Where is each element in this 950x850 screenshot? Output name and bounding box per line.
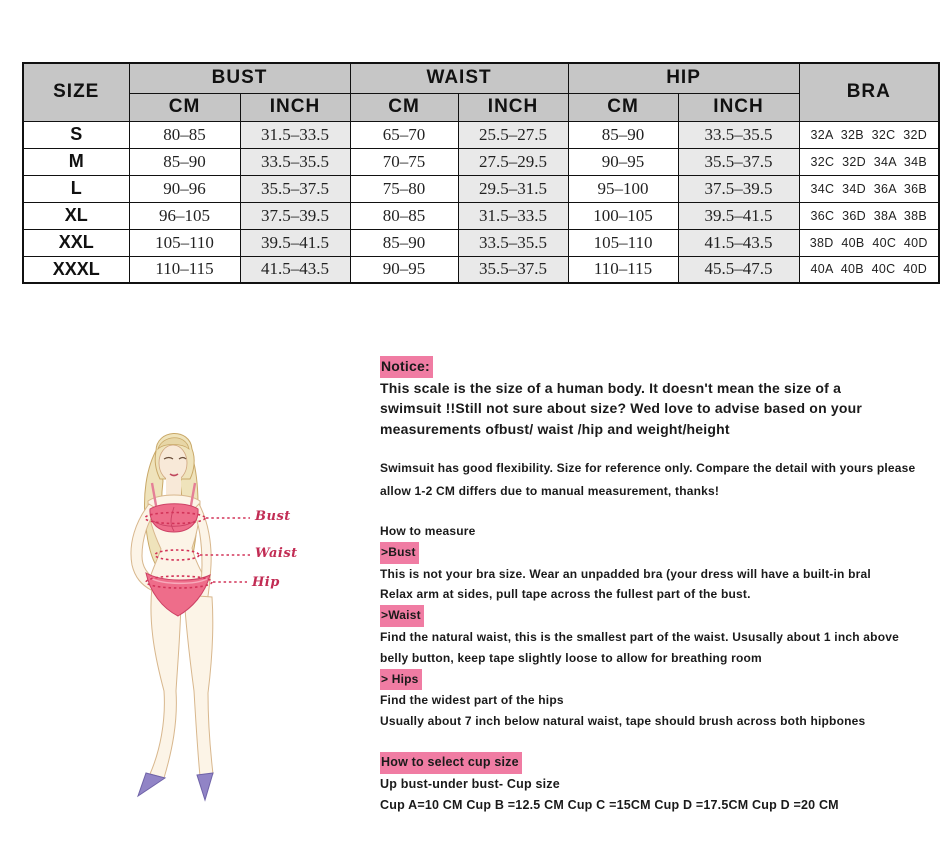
waist-label: Waist <box>255 546 298 561</box>
bra-cell: 32C 32D 34A 34B <box>799 148 939 175</box>
waist-cm-cell: 65–70 <box>350 121 458 148</box>
waist-inch-cell: 33.5–35.5 <box>458 229 568 256</box>
waist-inch-cell: 25.5–27.5 <box>458 121 568 148</box>
size-cell: L <box>23 175 129 202</box>
waist-cm-cell: 70–75 <box>350 148 458 175</box>
waist-cm-cell: 85–90 <box>350 229 458 256</box>
hips-instruction-line: Find the widest part of the hips <box>380 693 564 708</box>
size-cell: M <box>23 148 129 175</box>
bust-cm-cell: 110–115 <box>129 256 240 283</box>
hips-heading: > Hips <box>380 669 422 691</box>
notice-heading: Notice: <box>380 356 433 378</box>
bust-inch-cell: 41.5–43.5 <box>240 256 350 283</box>
size-cell: XL <box>23 202 129 229</box>
hips-heading-line <box>380 669 945 691</box>
header-row-groups <box>23 63 939 93</box>
size-cell: S <box>23 121 129 148</box>
bust-cm-cell: 80–85 <box>129 121 240 148</box>
sizing-notes <box>380 356 945 816</box>
hip-cm-cell: 95–100 <box>568 175 678 202</box>
header-bust-inch: INCH <box>240 93 350 121</box>
bust-inch-cell: 35.5–37.5 <box>240 175 350 202</box>
header-hip: HIP <box>568 63 799 93</box>
woman-sketch-illustration <box>100 425 390 830</box>
hip-cm-cell: 105–110 <box>568 229 678 256</box>
header-waist-cm: CM <box>350 93 458 121</box>
notice-line: measurements ofbust/ waist /hip and weight/height <box>380 420 730 437</box>
table-row <box>23 256 939 283</box>
size-cell: XXL <box>23 229 129 256</box>
bra-cell: 32A 32B 32C 32D <box>799 121 939 148</box>
bust-heading-line <box>380 542 945 564</box>
waist-inch-cell: 29.5–31.5 <box>458 175 568 202</box>
cup-line: Cup A=10 CM Cup B =12.5 CM Cup C =15CM Cup D =17.5CM Cup D =20 CM <box>380 797 839 812</box>
waist-inch-cell: 27.5–29.5 <box>458 148 568 175</box>
hip-inch-cell: 37.5–39.5 <box>678 175 799 202</box>
cup-line: Up bust-under bust- Cup size <box>380 776 560 791</box>
header-bust: BUST <box>129 63 350 93</box>
bra-cell: 36C 36D 38A 38B <box>799 202 939 229</box>
waist-heading-line <box>380 605 945 627</box>
bra-cell: 40A 40B 40C 40D <box>799 256 939 283</box>
bust-cm-cell: 85–90 <box>129 148 240 175</box>
hip-cm-cell: 100–105 <box>568 202 678 229</box>
hip-inch-cell: 41.5–43.5 <box>678 229 799 256</box>
flexibility-line: Swimsuit has good flexibility. Size for reference only. Compare the detail with yours please <box>380 461 916 475</box>
table-row <box>23 175 939 202</box>
waist-instruction-line: Find the natural waist, this is the smallest part of the waist. Ususally about 1 inch above <box>380 629 899 644</box>
flexibility-line: allow 1-2 CM differs due to manual measurement, thanks! <box>380 484 720 498</box>
bust-cm-cell: 96–105 <box>129 202 240 229</box>
bust-instruction-line: Relax arm at sides, pull tape across the fullest part of the bust. <box>380 587 751 602</box>
hip-cm-cell: 110–115 <box>568 256 678 283</box>
bra-cell: 34C 34D 36A 36B <box>799 175 939 202</box>
notice-line: swimsuit !!Still not sure about size? Wed love to advise based on your <box>380 400 863 416</box>
size-cell: XXXL <box>23 256 129 283</box>
bust-instruction-line: This is not your bra size. Wear an unpadded bra (your dress will have a built-in bral <box>380 566 871 581</box>
hip-inch-cell: 39.5–41.5 <box>678 202 799 229</box>
hip-inch-cell: 35.5–37.5 <box>678 148 799 175</box>
table-row <box>23 229 939 256</box>
bust-heading: >Bust <box>380 542 419 564</box>
waist-inch-cell: 35.5–37.5 <box>458 256 568 283</box>
waist-cm-cell: 90–95 <box>350 256 458 283</box>
cup-heading: How to select cup size <box>380 752 522 774</box>
waist-heading: >Waist <box>380 605 424 627</box>
flexibility-section <box>380 457 945 503</box>
header-hip-inch: INCH <box>678 93 799 121</box>
notice-heading-line <box>380 356 945 378</box>
header-waist: WAIST <box>350 63 568 93</box>
waist-instruction-line: belly button, keep tape slightly loose to allow for breathing room <box>380 650 762 665</box>
hip-cm-cell: 90–95 <box>568 148 678 175</box>
bust-inch-cell: 33.5–35.5 <box>240 148 350 175</box>
hip-inch-cell: 33.5–35.5 <box>678 121 799 148</box>
hip-inch-cell: 45.5–47.5 <box>678 256 799 283</box>
waist-cm-cell: 75–80 <box>350 175 458 202</box>
header-size: SIZE <box>23 63 129 121</box>
hip-cm-cell: 85–90 <box>568 121 678 148</box>
bust-inch-cell: 31.5–33.5 <box>240 121 350 148</box>
notice-line: This scale is the size of a human body. It doesn't mean the size of a <box>380 379 842 396</box>
how-to-measure-section <box>380 521 945 732</box>
hip-label: Hip <box>252 575 280 590</box>
how-to-measure-heading: How to measure <box>380 524 476 538</box>
table-row <box>23 148 939 175</box>
bra-cell: 38D 40B 40C 40D <box>799 229 939 256</box>
header-waist-inch: INCH <box>458 93 568 121</box>
header-hip-cm: CM <box>568 93 678 121</box>
bust-label: Bust <box>255 509 291 524</box>
header-bra: BRA <box>799 63 939 121</box>
table-row <box>23 202 939 229</box>
bust-cm-cell: 90–96 <box>129 175 240 202</box>
bust-inch-cell: 37.5–39.5 <box>240 202 350 229</box>
hips-instruction-line: Usually about 7 inch below natural waist, tape should brush across both hipbones <box>380 714 866 729</box>
waist-inch-cell: 31.5–33.5 <box>458 202 568 229</box>
cup-heading-line <box>380 752 945 774</box>
header-bust-cm: CM <box>129 93 240 121</box>
table-row <box>23 121 939 148</box>
bust-inch-cell: 39.5–41.5 <box>240 229 350 256</box>
measurement-figure <box>100 425 390 830</box>
cup-size-section <box>380 752 945 816</box>
waist-cm-cell: 80–85 <box>350 202 458 229</box>
bust-cm-cell: 105–110 <box>129 229 240 256</box>
size-chart-table <box>22 62 940 284</box>
